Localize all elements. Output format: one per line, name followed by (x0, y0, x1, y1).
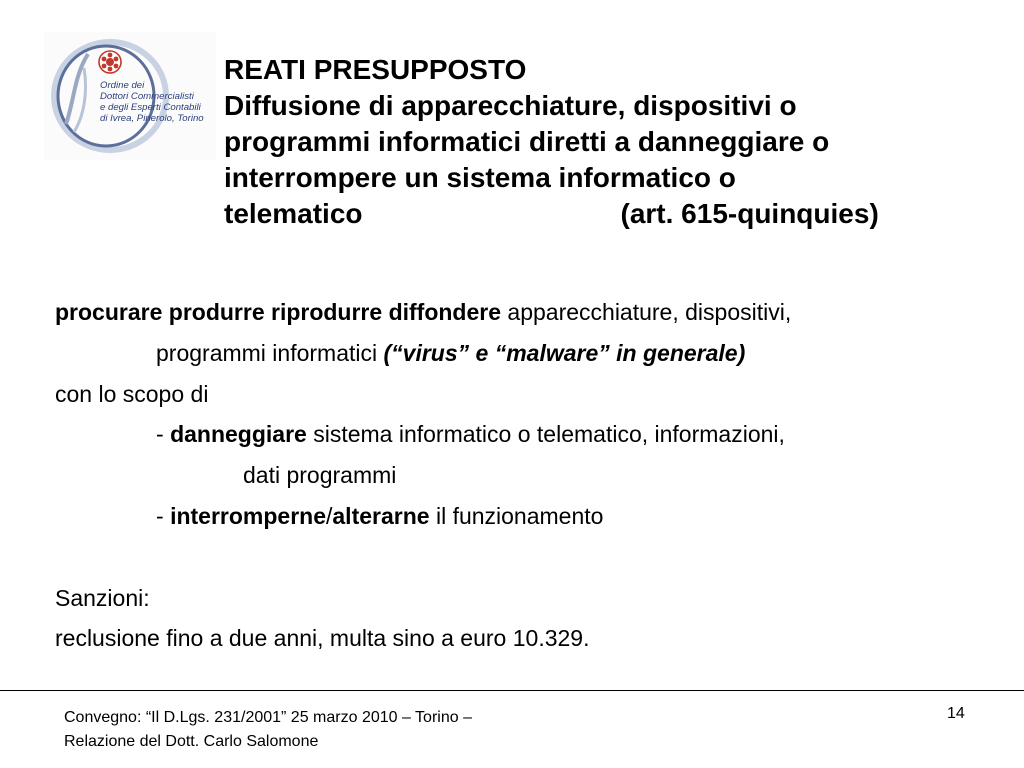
title-line-last (224, 196, 984, 232)
conduct-objects: apparecchiature, dispositivi, (501, 299, 792, 325)
title-line: Diffusione di apparecchiature, dispositivi o (224, 90, 797, 121)
logo-line: di Ivrea, Pinerolo, Torino (100, 113, 204, 124)
slide-body (55, 292, 995, 659)
body-row (55, 414, 995, 455)
footer (64, 706, 472, 754)
body-row (55, 333, 995, 374)
data-programs-text: dati programmi (243, 462, 397, 489)
title-line: telematico (224, 198, 363, 229)
body-row (55, 292, 995, 333)
footer-line: Relazione del Dott. Carlo Salomone (64, 733, 319, 750)
article-reference: (art. 615-quinquies) (620, 198, 879, 229)
footer-line: Convegno: “Il D.Lgs. 231/2001” 25 marzo 2010 – Torino – (64, 709, 472, 726)
sanctions-text: reclusione fino a due anni, multa sino a euro 10.329. (55, 625, 590, 652)
function-text: il funzionamento (429, 502, 604, 529)
logo-line: Ordine dei (100, 80, 145, 91)
sanctions-label: Sanzioni: (55, 584, 150, 611)
title-heading: REATI PRESUPPOSTO (224, 54, 527, 85)
bullet-dash: - (156, 421, 171, 448)
purpose-text: con lo scopo di (55, 380, 209, 407)
damage-verb: danneggiare (170, 421, 307, 448)
bullet-dash: - (156, 502, 171, 529)
footer-divider (0, 690, 1024, 691)
conduct-verbs: procurare produrre riprodurre diffondere (55, 299, 502, 325)
logo-text (100, 80, 216, 124)
spacer (55, 537, 995, 578)
programs-text: programmi informatici (156, 339, 384, 366)
logo-line: e degli Esperti Contabili (100, 102, 201, 113)
title-line: programmi informatici diretti a danneggiare o (224, 126, 830, 157)
damage-text: sistema informatico o telematico, informazioni, (306, 421, 785, 448)
title-line: interrompere un sistema informatico o (224, 162, 736, 193)
alter-verb: alterarne (332, 502, 430, 529)
interrupt-verb: interromperne (170, 502, 326, 529)
logo (44, 32, 216, 160)
page-number: 14 (947, 705, 965, 722)
logo-line: Dottori Commercialisti (100, 91, 194, 102)
body-row (55, 496, 995, 537)
slide-title (224, 52, 984, 232)
virus-note: (“virus” e “malware” in generale) (383, 339, 746, 366)
slash: / (326, 502, 333, 529)
